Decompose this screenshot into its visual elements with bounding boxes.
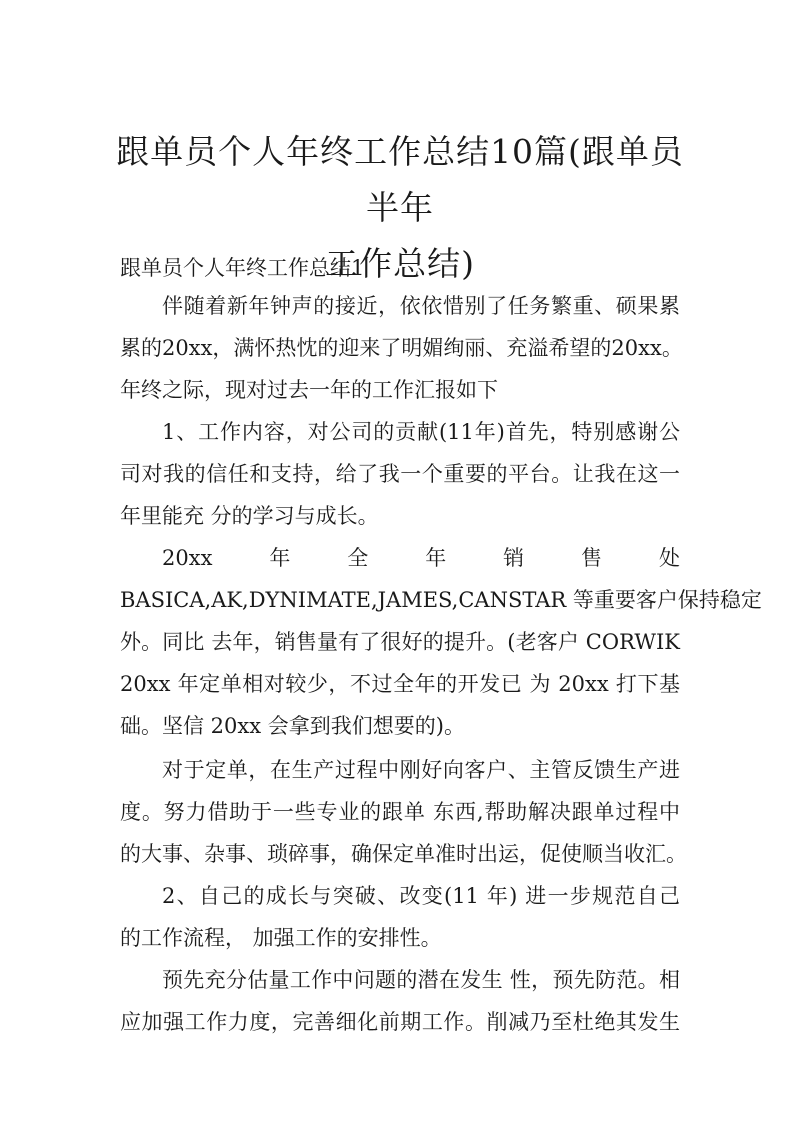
- paragraph-line: 对于定单，在生产过程中刚好向客户、主管反馈生产进: [162, 758, 680, 782]
- paragraph-line: 应加强工作力度，完善细化前期工作。削减乃至杜绝其发生: [120, 1010, 680, 1034]
- paragraph-line: 年终之际，现对过去一年的工作汇报如下: [120, 378, 498, 402]
- paragraph-line: 年里能充 分的学习与成长。: [120, 504, 379, 528]
- paragraph-line: 1、工作内容，对公司的贡献(11年)首先，特别感谢公: [162, 420, 680, 444]
- paragraph-line: 的大事、杂事、琐碎事，确保定单准时出运，促使顺当收汇。: [120, 842, 687, 866]
- paragraph-line: 20xx 年 全 年 销 售 处: [162, 546, 680, 570]
- paragraph-line: 外。同比 去年，销售量有了很好的提升。(老客户 CORWIK: [120, 630, 680, 654]
- paragraph-line: 伴随着新年钟声的接近，依依惜别了任务繁重、硕果累: [162, 294, 680, 318]
- paragraph-line: 司对我的信任和支持，给了我一个重要的平台。让我在这一: [120, 462, 680, 486]
- paragraph-line: 累的20xx，满怀热忱的迎来了明媚绚丽、充溢希望的20xx。: [120, 336, 683, 360]
- paragraph-line: 20xx 年定单相对较少，不过全年的开发已 为 20xx 打下基: [120, 672, 680, 696]
- paragraph-line: 预先充分估量工作中问题的潜在发生 性，预先防范。相: [162, 968, 680, 992]
- paragraph-line: 础。坚信 20xx 会拿到我们想要的)。: [120, 714, 465, 738]
- title-line: 工作总结): [325, 244, 475, 283]
- paragraph-line: 2、自己的成长与突破、改变(11 年) 进一步规范自己: [162, 884, 680, 908]
- title-line: 跟单员个人年终工作总结10篇(跟单员半年: [116, 132, 684, 227]
- section-heading: 跟单员个人年终工作总结1: [120, 256, 365, 280]
- paragraph-line: 度。努力借助于一些专业的跟单 东西,帮助解决跟单过程中: [120, 800, 680, 824]
- paragraph-line: BASICA,AK,DYNIMATE,JAMES,CANSTAR 等重要客户保持稳定: [120, 588, 762, 612]
- paragraph-line: 的工作流程， 加强工作的安排性。: [120, 926, 442, 950]
